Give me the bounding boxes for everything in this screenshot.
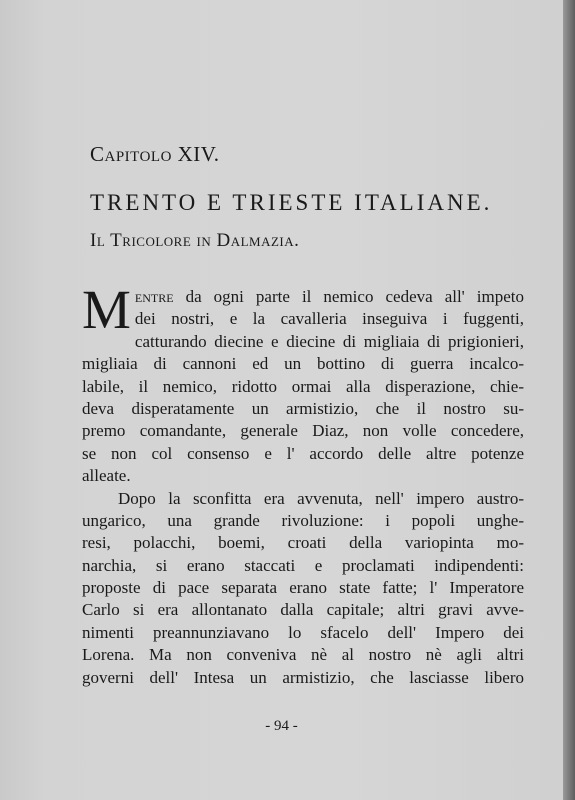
text-line: nimenti preannunziavano lo sfacelo dell' Impero dei (82, 622, 524, 642)
body-text (82, 279, 524, 689)
chapter-heading: Capitolo XIV. (90, 142, 220, 166)
text-line: premo comandante, generale Diaz, non volle concedere, (82, 421, 524, 441)
page-number: - 94 - (265, 718, 298, 734)
text-line: migliaia di cannoni ed un bottino di guerra incalco- (82, 354, 524, 374)
first-word: entre (134, 287, 174, 306)
text-line: governi dell' Intesa un armistizio, che lasciasse libero (82, 667, 524, 687)
text-line: labile, il nemico, ridotto ormai alla disperazione, chie- (82, 376, 524, 396)
chapter-subtitle: Il Tricolore in Dalmazia. (90, 230, 300, 251)
page-edge-shadow (563, 0, 575, 800)
text-line: se non col consenso e l' accordo delle altre potenze (82, 443, 524, 463)
text-line: catturando diecine e diecine di migliaia di prigionieri, (134, 331, 524, 351)
text-line: ungarico, una grande rivoluzione: i popoli unghe- (82, 510, 524, 530)
text-line: proposte di pace separata erano state fatte; l' Imperatore (82, 578, 524, 598)
text-line: alleate. (82, 466, 131, 486)
chapter-title: TRENTO E TRIESTE ITALIANE. (90, 190, 493, 215)
paragraph-2 (82, 488, 524, 690)
drop-cap: M (82, 279, 131, 340)
text-line: Lorena. Ma non conveniva nè al nostro nè agli altri (82, 645, 524, 665)
text-line: Dopo la sconfitta era avvenuta, nell' impero austro- (118, 488, 524, 508)
text-line: Carlo si era allontanato dalla capitale; altri gravi avve- (82, 600, 524, 620)
text-line: dei nostri, e la cavalleria inseguiva i fuggenti, (134, 309, 524, 329)
paragraph-1 (82, 279, 524, 488)
text-line: resi, polacchi, boemi, croati della variopinta mo- (82, 533, 524, 553)
text-line: narchia, si erano staccati e proclamati indipendenti: (82, 555, 524, 575)
text-line: entre da ogni parte il nemico cedeva all' impeto (134, 287, 524, 306)
text-line: deva disperatamente un armistizio, che il nostro su- (82, 398, 524, 418)
